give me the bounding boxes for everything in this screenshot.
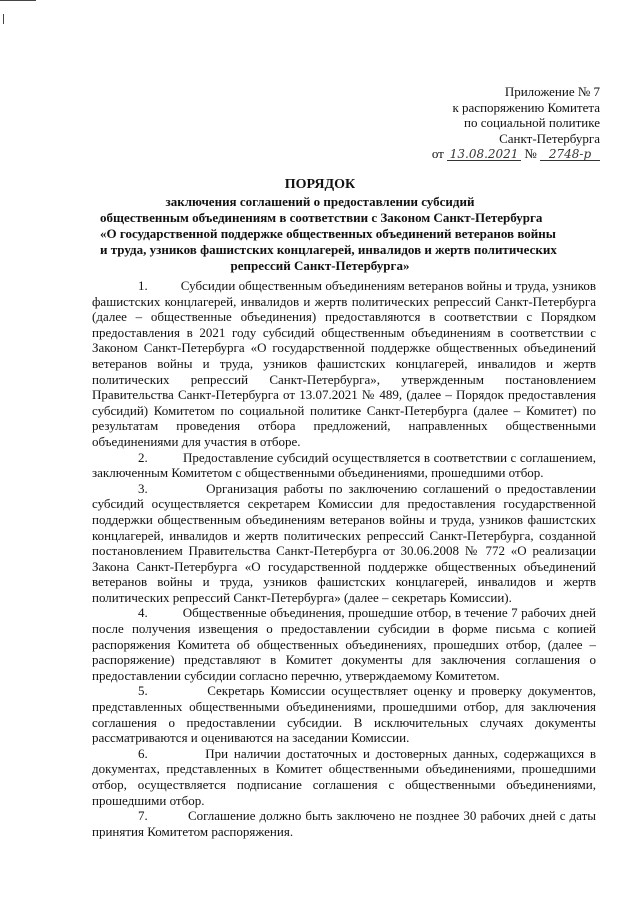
paragraph-1 xyxy=(92,278,596,450)
paragraph-text: Соглашение должно быть заключено не позднее 30 рабочих дней с даты принятия Комитетом распоряжения. xyxy=(92,808,597,839)
paragraph-5 xyxy=(92,683,596,745)
appendix-line: Санкт-Петербурга xyxy=(499,130,600,146)
paragraph-number: 2. xyxy=(138,449,148,465)
title-line: «О государственной поддержке общественных объединений ветеранов войны xyxy=(100,226,556,241)
paragraph-2 xyxy=(92,450,596,481)
paragraph-3 xyxy=(92,481,596,606)
appendix-header xyxy=(340,84,600,162)
document-title xyxy=(100,177,557,274)
paragraph-text: Субсидии общественным объединениям ветеранов войны и труда, узников фашистских концлагерей, инвалидов и жертв политических репрессий Санкт-Петербурга (далее – общественные объединения) предоставляются в соответствии с Порядком предоставления в 2021 году субсидий общественным объединениям в соответствии с Законом Санкт-Петербурга «О государственной поддержке общественных объединений ветеранов войны и труда, узников фашистских концлагерей, инвалидов и жертв политических репрессий Санкт-Петербурга», утвержденным постановлением Правительства Санкт-Петербурга от 13.07.2021 № 489, (далее – Порядок предоставления субсидий) Комитетом по социальной политике Санкт-Петербурга (далее – Комитет) по результатам проведения отбора предложений, направленных общественными объединениями для участия в отборе. xyxy=(92,278,597,449)
paragraph-number: 4. xyxy=(138,605,148,621)
paragraph-text: Организация работы по заключению соглашений о предоставлении субсидий осуществляется секретарем Комиссии для предоставления государственной поддержки общественным объединениям ветеранов войны и труда, узников фашистских концлагерей, инвалидов и жертв политических репрессий Санкт-Петербурга, созданной постановлением Правительства Санкт-Петербурга от 30.06.2008 № 772 «О реализации Закона Санкт-Петербурга «О государственной поддержке общественных объединений ветеранов войны и труда, узников фашистских концлагерей, инвалидов и жертв политических репрессий Санкт-Петербурга» (далее – секретарь Комиссии). xyxy=(92,480,597,605)
title-line: и труда, узников фашистских концлагерей, инвалидов и жертв политических xyxy=(100,242,557,257)
document-body xyxy=(92,278,596,839)
paragraph-text: Секретарь Комиссии осуществляет оценку и проверку документов, представленных общественными объединениями, прошедшими отбор, для заключения соглашения о предоставлении субсидии. В исключительных случаях документы рассматриваются и оцениваются на заседании Комиссии. xyxy=(92,683,596,746)
appendix-line: Приложение № 7 xyxy=(504,84,600,99)
paragraph-number: 6. xyxy=(138,745,148,761)
scan-edge-mark xyxy=(3,14,4,24)
number-prefix: № xyxy=(524,146,537,161)
paragraph-number: 7. xyxy=(138,808,148,824)
paragraph-text: Общественные объединения, прошедшие отбор, в течение 7 рабочих дней после получения извещения о предоставлении субсидии в форме письма с копией распоряжения Комитета об общественных объединениях, прошедших отбор, (далее – распоряжение) представляют в Комитет документы для заключения соглашения о предоставлении субсидии согласно перечню, утверждаемому Комитетом. xyxy=(92,605,596,683)
title-line: общественным объединениям в соответствии с Законом Санкт-Петербурга xyxy=(100,210,543,225)
appendix-line: к распоряжению Комитета xyxy=(452,99,600,115)
title-line: заключения соглашений о предоставлении субсидий xyxy=(165,194,475,209)
handwritten-number: 2748-р xyxy=(540,148,600,161)
date-prefix: от xyxy=(431,146,444,161)
paragraph-number: 1. xyxy=(138,278,148,293)
paragraph-number: 5. xyxy=(138,683,148,699)
appendix-date-number-line xyxy=(340,146,600,162)
paragraph-text: Предоставление субсидий осуществляется в соответствии с соглашением, заключенным Комитетом с общественными объединениями, прошедшими отбор. xyxy=(92,449,597,481)
paragraph-number: 3. xyxy=(138,480,148,496)
handwritten-date: 13.08.2021 xyxy=(447,148,521,161)
paragraph-4 xyxy=(92,605,596,683)
title-line: репрессий Санкт-Петербурга» xyxy=(230,258,410,273)
paragraph-text: При наличии достаточных и достоверных данных, содержащихся в документах, представленных в Комитет общественными объединениями, прошедшими отбор, осуществляется подписание соглашения с общественными объединениями, прошедшими отбор. xyxy=(92,745,597,808)
paragraph-7 xyxy=(92,808,596,839)
scan-edge-mark xyxy=(0,0,36,1)
title-main: ПОРЯДОК xyxy=(284,177,356,192)
paragraph-6 xyxy=(92,746,596,808)
appendix-line: по социальной политике xyxy=(464,115,600,130)
